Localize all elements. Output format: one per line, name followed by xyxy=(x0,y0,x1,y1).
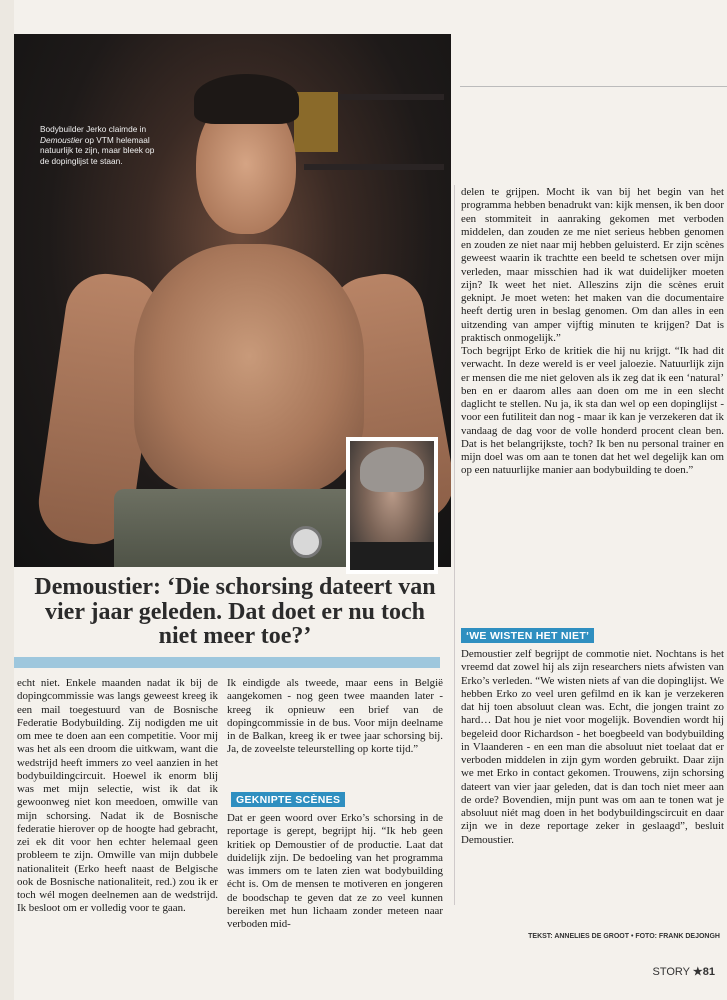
page-footer xyxy=(600,965,715,978)
headline-bar xyxy=(14,657,440,668)
paragraph: delen te grijpen. Mocht ik van bij het begin van het programma hebben benadrukt van: kijk mensen, ik ben door een stommiteit in aanraking gekomen met verboden middelen, dan zouden ze me niet serieus hebben genomen en zouden ze niet naar mij hebben geluisterd. Er zijn scènes geweest waarin ik trachtte een beeld te schetsen over mijn verleden, maar misschien had ik wat duidelijker moeten zijn? Ik weet het niet. Alleszins zijn die scènes eruit geknipt. Je moet weten: het maken van die documentaire heeft dertig uren in beslag genomen. Om dan alles in een uitzending van amper vijftig minuten te krijgen? Dat is praktisch onmogelijk.” xyxy=(461,186,724,344)
inset-portrait xyxy=(346,437,438,574)
right-column-top xyxy=(461,186,724,478)
column-2-bottom xyxy=(227,812,443,931)
right-column-bottom xyxy=(461,648,724,847)
paragraph: Ik eindigde als tweede, maar eens in België aangekomen - nog geen twee maanden later - kreeg ik opnieuw een brief van de dopingcommissie in de bus. Voor mijn deelname in de Balkan, kreeg ik er twee jaar schorsing bij. Ja, de zoveelste teleurstelling op korte tijd.” xyxy=(227,677,443,756)
credits: TEKST: ANNELIES DE GROOT • FOTO: FRANK DEJONGH xyxy=(528,933,720,940)
paragraph: Demoustier zelf begrijpt de commotie niet. Nochtans is het vreemd dat zowel hij als zijn researchers niets afwisten van Erko’s verleden. “We wisten niets af van die dopinglijst. We hebben Erko zo veel uren gefilmd en ik kan je verzekeren dat hij toen absoluut clean was. Echt, die jongen traint zo hard… Dat hou je niet voor mogelijk. Bovendien wordt hij begeleid door Richardson - het boegbeeld van bodybuilding in Vlaanderen - en een man die absoluut niet toelaat dat er verboden middelen in zijn gym worden gebruikt. Daar zijn we met Erko in contact gekomen. Trouwens, zijn schorsing dateert van vier jaar geleden, dat is dan toch niet meer aan de orde? Bovendien, mijn punt was om aan te tonen wat je absoluut niét mag doen in het bodybuildingscircuit en daar zijn we in deze reportage zeker in geslaagd”, besluit Demoustier. xyxy=(461,648,724,846)
inset-hair xyxy=(360,447,424,492)
subhead-label: GEKNIPTE SCÈNES xyxy=(231,792,345,807)
top-rule xyxy=(460,86,727,87)
inset-portrait-image xyxy=(350,441,434,570)
column-divider xyxy=(454,185,455,905)
torso xyxy=(134,244,364,494)
paragraph: Dat er geen woord over Erko’s schorsing in de reportage is gerept, begrijpt hij. “Ik heb geen kritiek op Demoustier of de productie. Laat dat duidelijk zijn. De bedoeling van het programma was immers om te laten zien wat bodybuilding écht is. Om de mensen te motiveren en jongeren de boodschap te geven dat ze zo veel kunnen bereiken met hun lichaam zonder meteen naar verboden mid- xyxy=(227,812,443,930)
hair xyxy=(194,74,299,124)
column-2 xyxy=(227,677,443,757)
magazine-name: STORY xyxy=(652,966,690,978)
subhead-weten xyxy=(461,626,594,644)
paragraph: echt niet. Enkele maanden nadat ik bij de dopingcommissie was langs geweest kreeg ik een mail toegestuurd van de Bosnische Federatie Bodybuilding. Zij nodigden me uit om mee te doen aan een competitie. Voor mij was het als een droom die uitkwam, want die wedstrijd heeft immers zo veel aanzien in het bodybuildingcircuit. Hoewel ik enorm blij was met mijn selectie, wist ik dat ik gewoonweg niet kon meedoen, omwille van mijn schorsing. Nadat ik de Bosnische federatie hierover op de hoogte had gebracht, zei ek dit voor hen echter helemaal geen probleem te zijn. Omwille van mijn dubbele nationaliteit (Erko heeft naast de Belgische ook de Bosnische nationaliteit, red.) zou ik er toch wél mogen deelnemen aan de wedstrijd. Ik besloot om er volledig voor te gaan. xyxy=(17,677,218,915)
inset-shirt xyxy=(350,542,434,570)
column-1 xyxy=(17,677,218,916)
shelf xyxy=(304,164,444,170)
paragraph: Toch begrijpt Erko de kritiek die hij nu krijgt. “Ik had dit verwacht. In deze wereld is er veel jaloezie. Natuurlijk zijn er mensen die me niet geloven als ik zeg dat ik een ‘natural’ ben en er daarom alles aan doen om me in een slecht daglicht te stellen. Nu ja, ik sta dan wel op een dopinglijst - voor een futiliteit dan nog - maar ik kan je verzekeren dat ik vandaag de dag voor de volle honderd procent clean ben. Dat is het belangrijkste, toch? Ik ben nu personal trainer en mijn doel was om aan te tonen dat het wel degelijk kan om op een natuurlijke manier aan bodybuilding te doen.” xyxy=(461,345,724,477)
page-edge xyxy=(0,0,14,1000)
subhead-gekn xyxy=(231,790,345,808)
page-number: 81 xyxy=(702,966,715,978)
star-icon: ★ xyxy=(692,966,703,978)
trophy-frame xyxy=(294,92,338,152)
subhead-label: ‘WE WISTEN HET NIET’ xyxy=(461,628,594,643)
pants xyxy=(114,489,364,567)
photo-caption: Bodybuilder Jerko claimde in Demoustier op VTM helemaal natuurlijk te zijn, maar bleek op de dopinglijst te staan. xyxy=(40,124,155,166)
headline: Demoustier: ‘Die schorsing dateert van vier jaar geleden. Dat doet er nu toch niet meer toe?’ xyxy=(34,574,436,649)
watch xyxy=(290,526,322,558)
